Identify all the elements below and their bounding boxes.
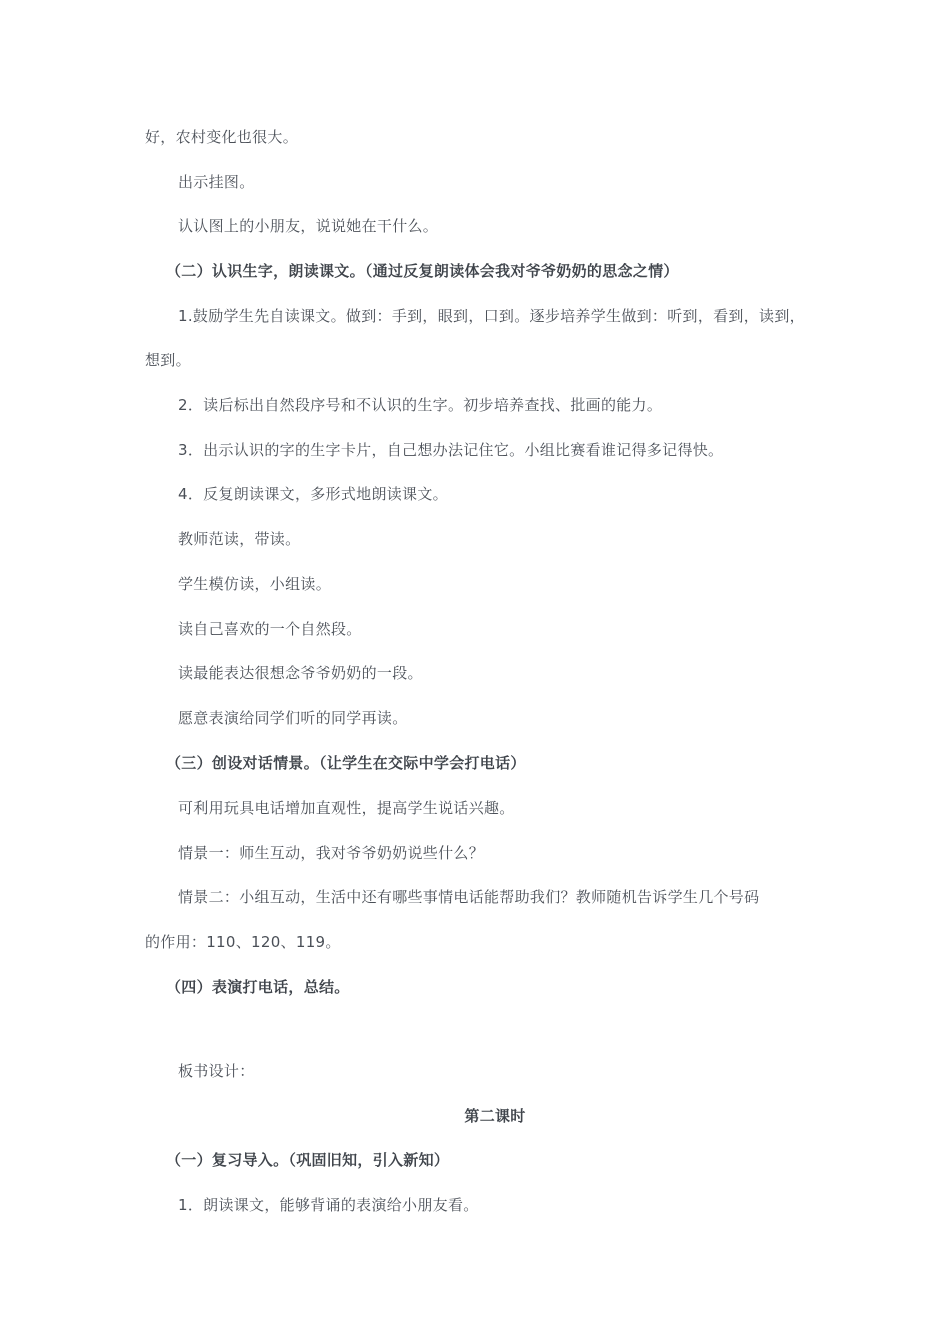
paragraph-line: 好，农村变化也很大。: [145, 128, 299, 146]
paragraph-line: 想到。: [145, 351, 191, 369]
paragraph-line: 4．反复朗读课文，多形式地朗读课文。: [178, 485, 448, 503]
paragraph-line: 可利用玩具电话增加直观性，提高学生说话兴趣。: [178, 799, 515, 817]
paragraph-line: 读自己喜欢的一个自然段。: [178, 620, 362, 638]
paragraph-line: 板书设计：: [178, 1062, 255, 1080]
paragraph-line: 学生模仿读，小组读。: [178, 575, 332, 593]
paragraph-line: 读最能表达很想念爷爷奶奶的一段。: [178, 664, 423, 682]
paragraph-line: 愿意表演给同学们听的同学再读。: [178, 709, 408, 727]
paragraph-line: 教师范读，带读。: [178, 530, 301, 548]
paragraph-line: 认认图上的小朋友，说说她在干什么。: [178, 217, 439, 235]
section-heading: （二）认识生字，朗读课文。（通过反复朗读体会我对爷爷奶奶的思念之情）: [166, 262, 679, 280]
lesson-title: 第二课时: [464, 1107, 526, 1125]
paragraph-line: 出示挂图。: [178, 173, 255, 191]
paragraph-line: 情景一：师生互动，我对爷爷奶奶说些什么？: [178, 844, 485, 862]
paragraph-line: 的作用：110、120、119。: [145, 933, 341, 951]
section-heading: （一）复习导入。（巩固旧知，引入新知）: [166, 1151, 450, 1169]
section-heading: （三）创设对话情景。（让学生在交际中学会打电话）: [166, 754, 526, 772]
section-heading: （四）表演打电话，总结。: [166, 978, 350, 996]
paragraph-line: 1．朗读课文，能够背诵的表演给小朋友看。: [178, 1196, 479, 1214]
paragraph-line: 2．读后标出自然段序号和不认识的生字。初步培养查找、批画的能力。: [178, 396, 663, 414]
paragraph-line: 3．出示认识的字的生字卡片，自己想办法记住它。小组比赛看谁记得多记得快。: [178, 441, 724, 459]
paragraph-line: 1.鼓励学生先自读课文。做到：手到，眼到，口到。逐步培养学生做到：听到，看到，读到，: [178, 307, 805, 325]
paragraph-line: 情景二：小组互动，生活中还有哪些事情电话能帮助我们？教师随机告诉学生几个号码: [178, 888, 760, 906]
